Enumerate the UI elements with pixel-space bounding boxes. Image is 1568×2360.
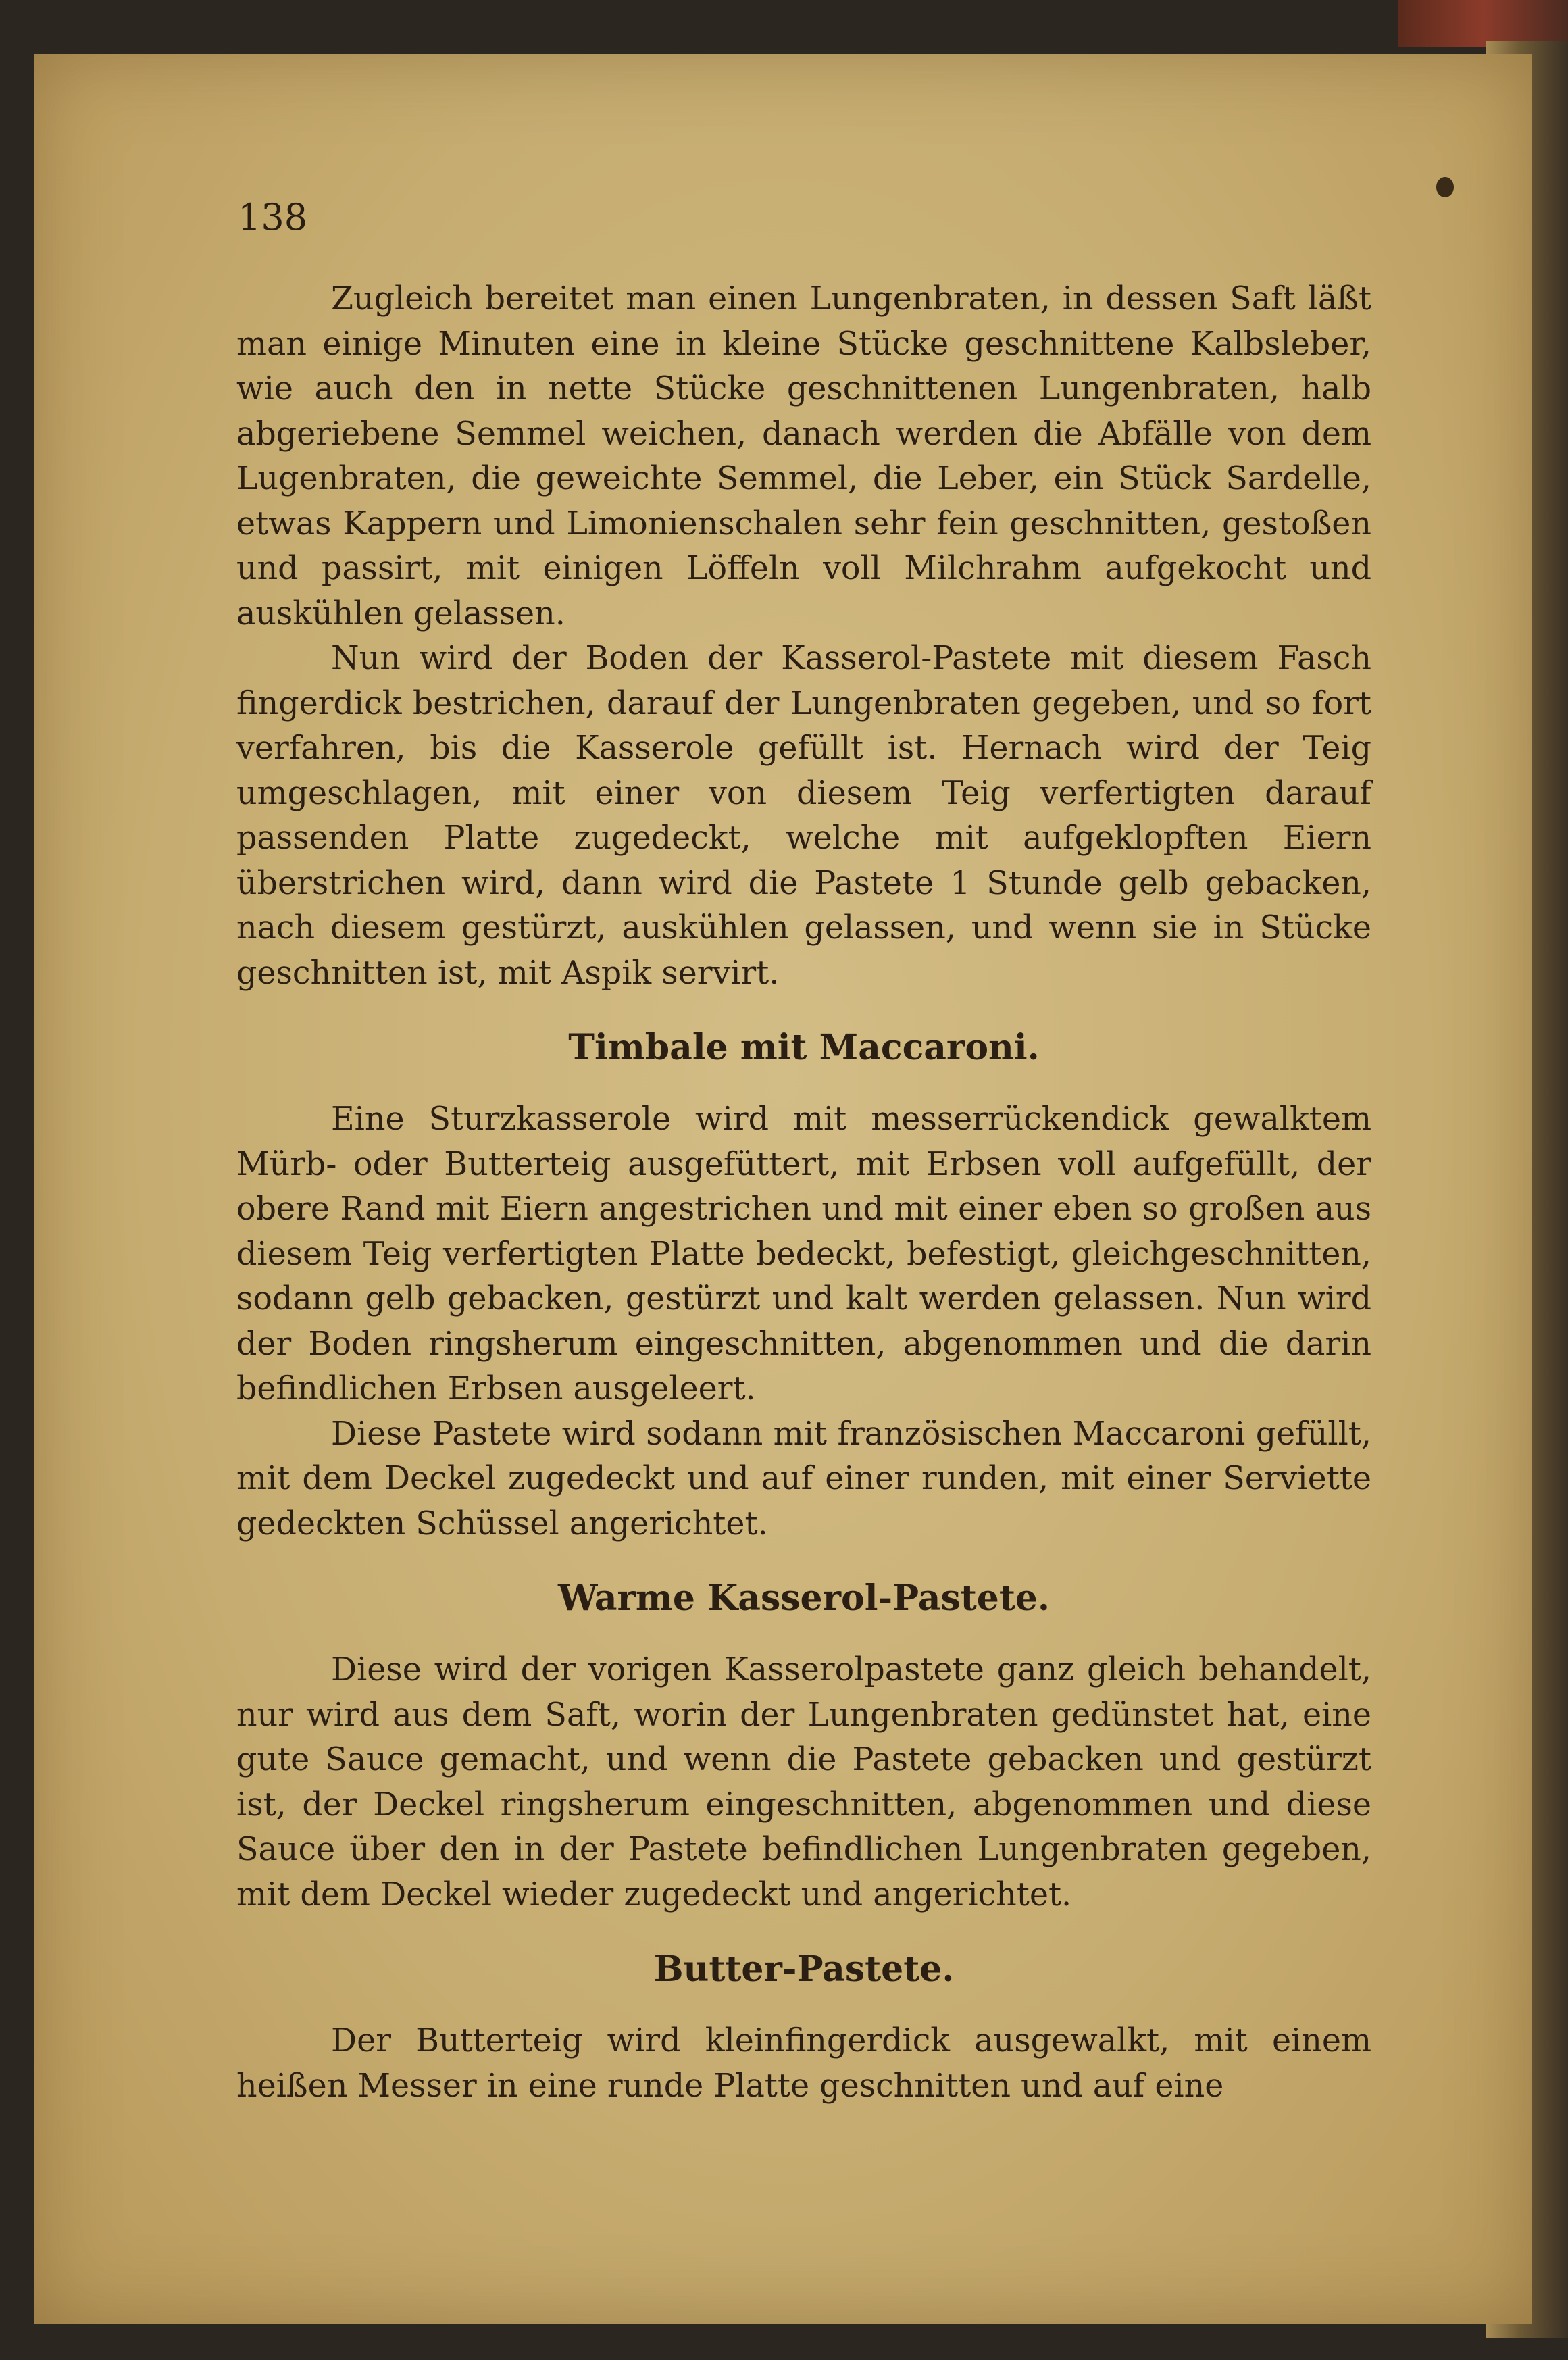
paragraph: Der Butterteig wird kleinfingerdick ausgewalkt, mit einem heißen Messer in eine runde Platte geschnitten und auf eine bbox=[236, 2022, 1371, 2105]
paragraph: Diese Pastete wird sodann mit französischen Maccaroni gefüllt, mit dem Deckel zugedeckt und auf einer runden, mit einer Serviette gedeckten Schüssel angerichtet. bbox=[236, 1415, 1371, 1542]
page-number: 138 bbox=[238, 196, 308, 238]
paragraph: Diese wird der vorigen Kasserolpastete ganz gleich behandelt, nur wird aus dem Saft, worin der Lungenbraten gedünstet hat, eine gute Sauce gemacht, und wenn die Pastete gebacken und gestürzt ist, der Deckel ringsherum eingeschnitten, abgenommen und diese Sauce über den in der Pastete befindlichen Lungenbraten gegeben, mit dem Deckel wieder zugedeckt und angerichtet. bbox=[236, 1651, 1371, 1913]
section-heading: Butter-Pastete. bbox=[653, 1949, 955, 1990]
paragraph: Eine Sturzkasserole wird mit messerrückendick gewalktem Mürb- oder Butterteig ausgefüttert, mit Erbsen voll aufgefüllt, der obere Rand mit Eiern angestrichen und mit einer eben so großen aus diesem Teig verfertigten Platte bedeckt, befestigt, gleichgeschnitten, sodann gelb gebacken, gestürzt und kalt werden gelassen. Nun wird der Boden ringsherum eingeschnitten, abgenommen und die darin befindlichen Erbsen ausgeleert. bbox=[236, 1101, 1371, 1407]
section-heading: Warme Kasserol-Pastete. bbox=[557, 1578, 1051, 1619]
ink-spot bbox=[1436, 177, 1454, 197]
paragraph: Nun wird der Boden der Kasserol-Pastete mit diesem Fasch fingerdick bestrichen, darauf der Lungenbraten gegeben, und so fort verfahren, bis die Kasserole gefüllt ist. Hernach wird der Teig umgeschlagen, mit einer von diesem Teig verfertigten darauf passenden Platte zugedeckt, welche mit aufgeklopften Eiern überstrichen wird, dann wird die Pastete 1 Stunde gelb gebacken, nach diesem gestürzt, auskühlen gelassen, und wenn sie in Stücke geschnitten ist, mit Aspik servirt. bbox=[236, 640, 1371, 992]
page-text bbox=[236, 277, 1371, 2109]
paragraph: Zugleich bereitet man einen Lungenbraten, in dessen Saft läßt man einige Minuten eine in kleine Stücke geschnittene Kalbsleber, wie auch den in nette Stücke geschnittenen Lungenbraten, halb abgeriebene Semmel weichen, danach werden die Abfälle von dem Lugenbraten, die geweichte Semmel, die Leber, ein Stück Sardelle, etwas Kappern und Limonienschalen sehr fein geschnitten, gestoßen und passirt, mit einigen Löffeln voll Milchrahm aufgekocht und auskühlen gelassen. bbox=[236, 280, 1371, 632]
section-heading: Timbale mit Maccaroni. bbox=[568, 1027, 1040, 1068]
